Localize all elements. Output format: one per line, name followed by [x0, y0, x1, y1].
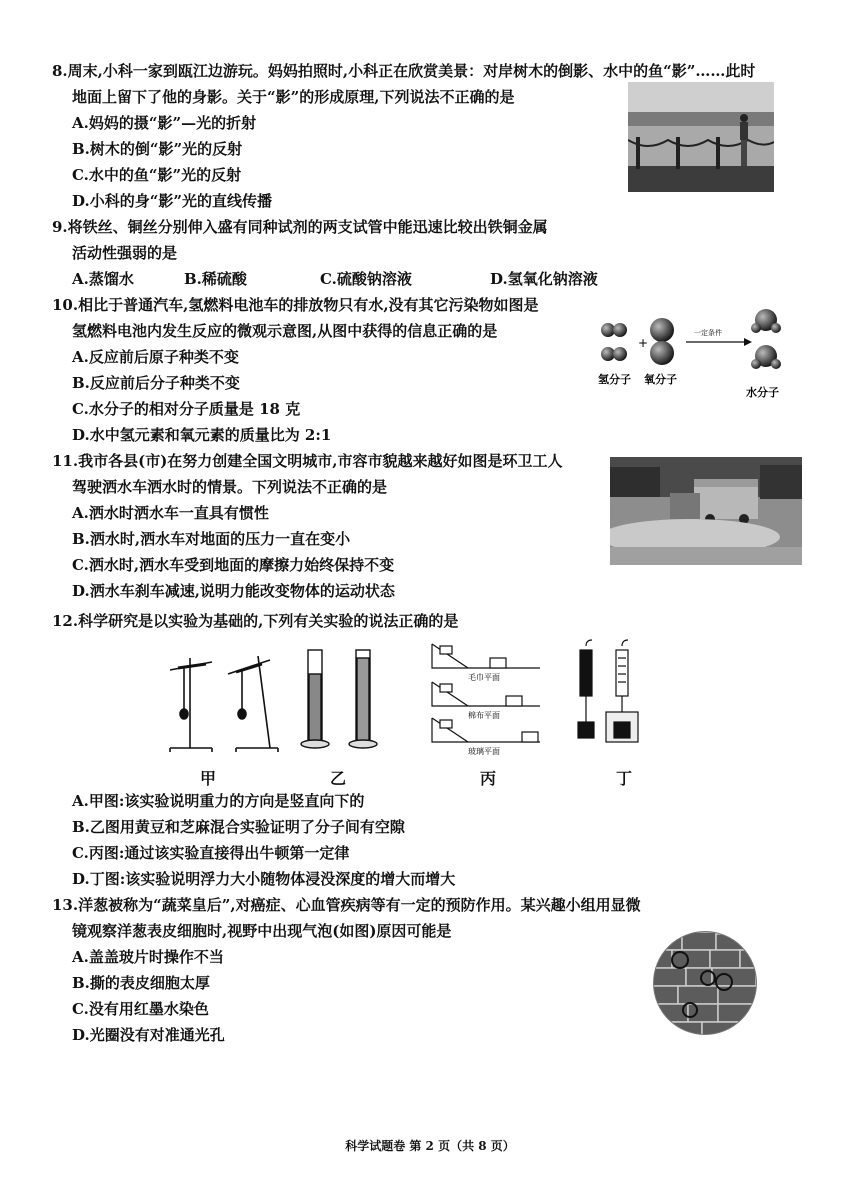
q9-option-c: C.硫酸钠溶液	[320, 270, 412, 288]
q11-option-d: D.洒水车刹车减速,说明力能改变物体的运动状态	[72, 582, 395, 600]
figure-caption-ding: 丁	[616, 769, 633, 788]
q9-option-a: A.蒸馏水	[72, 270, 134, 288]
q13-stem-line2: 镜观察洋葱表皮细胞时,视野中出现气泡(如图)原因可能是	[72, 922, 452, 940]
fig-yi-cylinders	[301, 650, 377, 748]
q10-stem-line2: 氢燃料电池内发生反应的微观示意图,从图中获得的信息正确的是	[72, 322, 498, 340]
svg-text:+: +	[638, 336, 649, 350]
q12-option-a: A.甲图:该实验说明重力的方向是竖直向下的	[72, 792, 365, 810]
q10-option-b: B.反应前后分子种类不变	[72, 374, 240, 392]
figure-caption-yi: 乙	[330, 769, 347, 788]
q11-stem-line2: 驾驶洒水车洒水时的情景。下列说法不正确的是	[72, 478, 388, 496]
surface-glass-label: 玻璃平面	[468, 747, 500, 756]
q13-option-a: A.盖盖玻片时操作不当	[72, 948, 224, 966]
q13-option-d: D.光圈没有对准通光孔	[72, 1026, 225, 1044]
q8-riverside-photo	[628, 82, 774, 192]
q10-option-d: D.水中氢元素和氧元素的质量比为 2:1	[72, 426, 332, 444]
hydrogen-molecule-label: 氢分子	[598, 373, 631, 386]
q11-option-c: C.洒水时,洒水车受到地面的摩擦力始终保持不变	[72, 556, 395, 574]
fig-ding-spring-scales	[578, 640, 638, 742]
q12-option-b: B.乙图用黄豆和芝麻混合实验证明了分子间有空隙	[72, 818, 405, 836]
q11-stem-line1: 11.我市各县(市)在努力创建全国文明城市,市容市貌越来越好如图是环卫工人	[52, 452, 563, 470]
page-footer: 科学试题卷 第 2 页（共 8 页）	[345, 1139, 515, 1153]
q11-option-b: B.洒水时,洒水车对地面的压力一直在变小	[72, 530, 351, 548]
q13-option-b: B.撕的表皮细胞太厚	[72, 974, 210, 992]
q11-option-a: A.洒水时洒水车一直具有惯性	[72, 504, 269, 522]
surface-cotton-label: 棉布平面	[468, 711, 500, 720]
reaction-condition-label: 一定条件	[694, 329, 722, 337]
q9-option-b: B.稀硫酸	[184, 270, 247, 288]
q8-option-b: B.树木的倒“影”光的反射	[72, 140, 243, 158]
q9-option-d: D.氢氧化钠溶液	[490, 270, 598, 288]
q12-option-d: D.丁图:该实验说明浮力大小随物体浸没深度的增大而增大	[72, 870, 456, 888]
q13-microscope-field-image	[652, 930, 758, 1036]
q13-option-c: C.没有用红墨水染色	[72, 1000, 209, 1018]
q8-stem-line1: 8.周末,小科一家到瓯江边游玩。妈妈拍照时,小科正在欣赏美景：对岸树木的倒影、水中的鱼“影”……此时	[52, 62, 756, 80]
q8-option-a: A.妈妈的摄“影”—光的折射	[72, 114, 257, 132]
figure-caption-bing: 丙	[480, 769, 497, 788]
q10-stem-line1: 10.相比于普通汽车,氢燃料电池车的排放物只有水,没有其它污染物如图是	[52, 296, 539, 314]
q8-stem-line2: 地面上留下了他的身影。关于“影”的形成原理,下列说法不正确的是	[72, 88, 515, 106]
q8-option-d: D.小科的身“影”光的直线传播	[72, 192, 272, 210]
q9-stem-line2: 活动性强弱的是	[72, 244, 178, 262]
figure-caption-jia: 甲	[200, 769, 217, 788]
q10-option-c: C.水分子的相对分子质量是 18 克	[72, 400, 301, 418]
q12-experiment-figures	[150, 638, 660, 762]
q8-option-c: C.水中的鱼“影”光的反射	[72, 166, 242, 184]
water-molecule-label: 水分子	[746, 386, 779, 399]
surface-towel-label: 毛巾平面	[468, 673, 500, 682]
q9-stem-line1: 9.将铁丝、铜丝分别伸入盛有同种试剂的两支试管中能迅速比较出铁铜金属	[52, 218, 548, 236]
q10-option-a: A.反应前后原子种类不变	[72, 348, 239, 366]
q13-stem-line1: 13.洋葱被称为“蔬菜皇后”,对癌症、心血管疾病等有一定的预防作用。某兴趣小组用显微	[52, 896, 641, 914]
fig-jia-plumb-stands	[170, 656, 278, 752]
q11-sprinkler-truck-photo	[610, 457, 802, 565]
q12-stem-line1: 12.科学研究是以实验为基础的,下列有关实验的说法正确的是	[52, 612, 459, 630]
oxygen-molecule-label: 氧分子	[644, 373, 677, 386]
q10-molecule-diagram	[598, 308, 790, 404]
fig-bing-inclines	[432, 644, 540, 742]
q12-option-c: C.丙图:通过该实验直接得出牛顿第一定律	[72, 844, 350, 862]
